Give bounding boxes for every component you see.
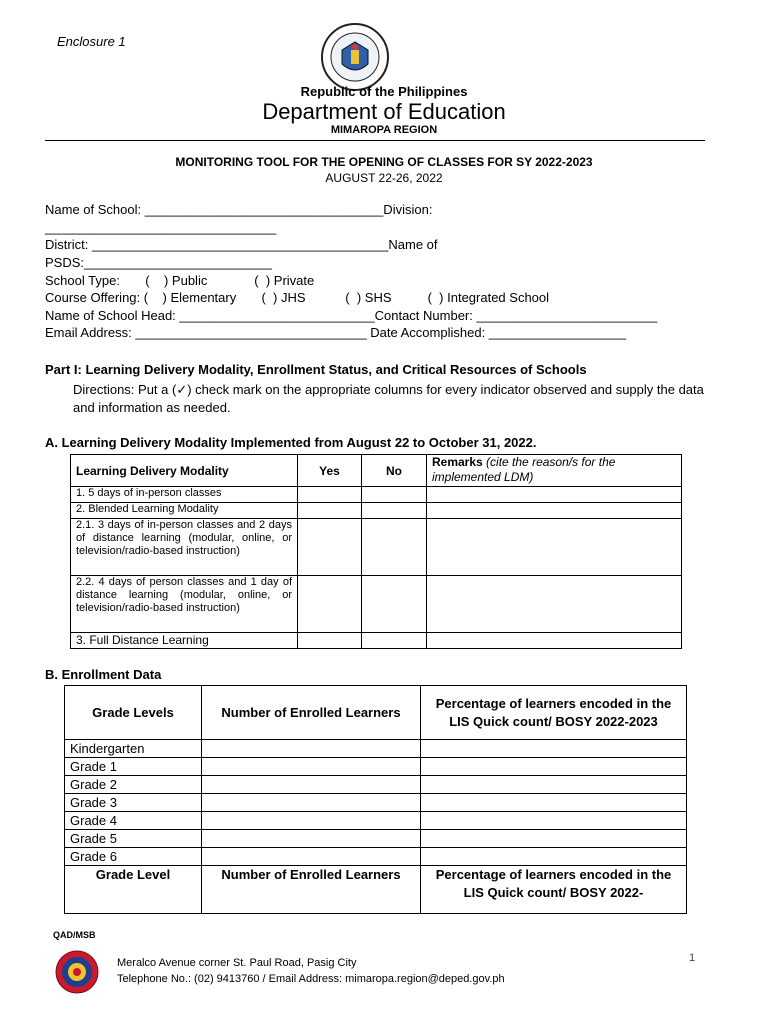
table-row [65, 740, 687, 758]
footer-contact: Telephone No.: (02) 9413760 / Email Address: mimaropa.region@deped.gov.ph [117, 973, 505, 985]
remarks-cell[interactable] [427, 576, 682, 633]
remarks-cell[interactable] [427, 633, 682, 649]
table-row [65, 794, 687, 812]
percent-cell[interactable] [421, 830, 687, 848]
enrolled-cell[interactable] [202, 758, 421, 776]
school-name-line: Name of School: _________________________________Division: [45, 202, 433, 217]
no-cell[interactable] [362, 503, 427, 519]
deped-seal-icon [320, 22, 390, 92]
district-line: District: _________________________________________Name of [45, 237, 438, 252]
enrolled-header: Number of Enrolled Learners [202, 866, 421, 914]
psds-line: PSDS:__________________________ [45, 255, 272, 270]
table-row [65, 776, 687, 794]
grade-cell: Grade 4 [65, 812, 202, 830]
table-row [71, 519, 682, 576]
section-b-title: B. Enrollment Data [45, 667, 162, 682]
mimaropa-logo-icon [55, 950, 99, 994]
table-row [65, 848, 687, 866]
no-cell[interactable] [362, 487, 427, 503]
enrollment-table [64, 685, 687, 914]
modality-cell: 2.2. 4 days of person classes and 1 day of distance learning (modular, online, or television/radio-based instruction) [71, 576, 298, 633]
department-heading: Department of Education [262, 99, 506, 124]
yes-cell[interactable] [298, 503, 362, 519]
percent-header: Percentage of learners encoded in the LIS Quick count/ BOSY 2022- [421, 866, 687, 914]
email-line: Email Address: ________________________________ Date Accomplished: ___________________ [45, 325, 627, 340]
school-head-line: Name of School Head: ___________________________Contact Number: _________________________ [45, 308, 658, 323]
percent-cell[interactable] [421, 776, 687, 794]
remarks-cell[interactable] [427, 503, 682, 519]
table-header-row [65, 866, 687, 914]
no-header: No [362, 455, 427, 487]
remarks-note: (cite the reason/s for the implemented LDM) [432, 455, 616, 484]
grade-level-header: Grade Level [65, 866, 202, 914]
enrolled-cell[interactable] [202, 830, 421, 848]
percent-cell[interactable] [421, 740, 687, 758]
enrolled-cell[interactable] [202, 776, 421, 794]
table-row [71, 487, 682, 503]
percent-cell[interactable] [421, 848, 687, 866]
yes-cell[interactable] [298, 487, 362, 503]
republic-heading: Republic of the Philippines [300, 84, 468, 99]
remarks-cell[interactable] [427, 519, 682, 576]
table-row [71, 576, 682, 633]
enrolled-header: Number of Enrolled Learners [202, 686, 421, 740]
yes-cell[interactable] [298, 519, 362, 576]
grade-cell: Grade 6 [65, 848, 202, 866]
form-dates: AUGUST 22-26, 2022 [325, 171, 443, 185]
no-cell[interactable] [362, 519, 427, 576]
school-type-line: School Type: ( ) Public ( ) Private [45, 273, 315, 288]
table-row [71, 503, 682, 519]
region-heading: MIMAROPA REGION [330, 124, 438, 136]
header-divider [45, 140, 705, 141]
table-row [65, 812, 687, 830]
yes-header: Yes [298, 455, 362, 487]
part1-directions: Directions: Put a (✓) check mark on the appropriate columns for every indicator observed and supply the data and information as needed. [73, 382, 704, 415]
grade-cell: Kindergarten [65, 740, 202, 758]
remarks-label: Remarks [432, 455, 483, 469]
grade-levels-header: Grade Levels [65, 686, 202, 740]
enrolled-cell[interactable] [202, 848, 421, 866]
table-row [65, 758, 687, 776]
enrolled-cell[interactable] [202, 794, 421, 812]
remarks-cell[interactable] [427, 487, 682, 503]
footer-address: Meralco Avenue corner St. Paul Road, Pasig City [117, 957, 357, 969]
grade-cell: Grade 2 [65, 776, 202, 794]
enclosure-label: Enclosure 1 [57, 34, 126, 49]
division-line: ________________________________ [45, 220, 277, 235]
modality-cell: 2.1. 3 days of in-person classes and 2 days of distance learning (modular, online, or television/radio-based instruction) [71, 519, 298, 576]
modality-table [70, 454, 682, 649]
percent-header: Percentage of learners encoded in the LIS Quick count/ BOSY 2022-2023 [421, 686, 687, 740]
section-a-title: A. Learning Delivery Modality Implemented from August 22 to October 31, 2022. [45, 435, 537, 450]
table-header-row [71, 455, 682, 487]
yes-cell[interactable] [298, 633, 362, 649]
grade-cell: Grade 5 [65, 830, 202, 848]
modality-cell: 2. Blended Learning Modality [71, 503, 298, 519]
part1-title: Part I: Learning Delivery Modality, Enrollment Status, and Critical Resources of Schools [45, 362, 587, 377]
percent-cell[interactable] [421, 794, 687, 812]
percent-cell[interactable] [421, 812, 687, 830]
grade-cell: Grade 3 [65, 794, 202, 812]
footer-address-block [117, 955, 505, 987]
page-number: 1 [689, 952, 696, 964]
form-title: MONITORING TOOL FOR THE OPENING OF CLASSES FOR SY 2022-2023 [175, 155, 593, 169]
yes-cell[interactable] [298, 576, 362, 633]
enrolled-cell[interactable] [202, 740, 421, 758]
percent-cell[interactable] [421, 758, 687, 776]
remarks-header [427, 455, 682, 487]
course-offering-line: Course Offering: ( ) Elementary ( ) JHS ( ) SHS ( ) Integrated School [45, 290, 550, 305]
footer-code: QAD/MSB [53, 930, 96, 940]
enrolled-cell[interactable] [202, 812, 421, 830]
table-header-row [65, 686, 687, 740]
grade-cell: Grade 1 [65, 758, 202, 776]
modality-cell: 3. Full Distance Learning [71, 633, 298, 649]
modality-cell: 1. 5 days of in-person classes [71, 487, 298, 503]
modality-header: Learning Delivery Modality [71, 455, 298, 487]
table-row [71, 633, 682, 649]
table-row [65, 830, 687, 848]
no-cell[interactable] [362, 576, 427, 633]
no-cell[interactable] [362, 633, 427, 649]
